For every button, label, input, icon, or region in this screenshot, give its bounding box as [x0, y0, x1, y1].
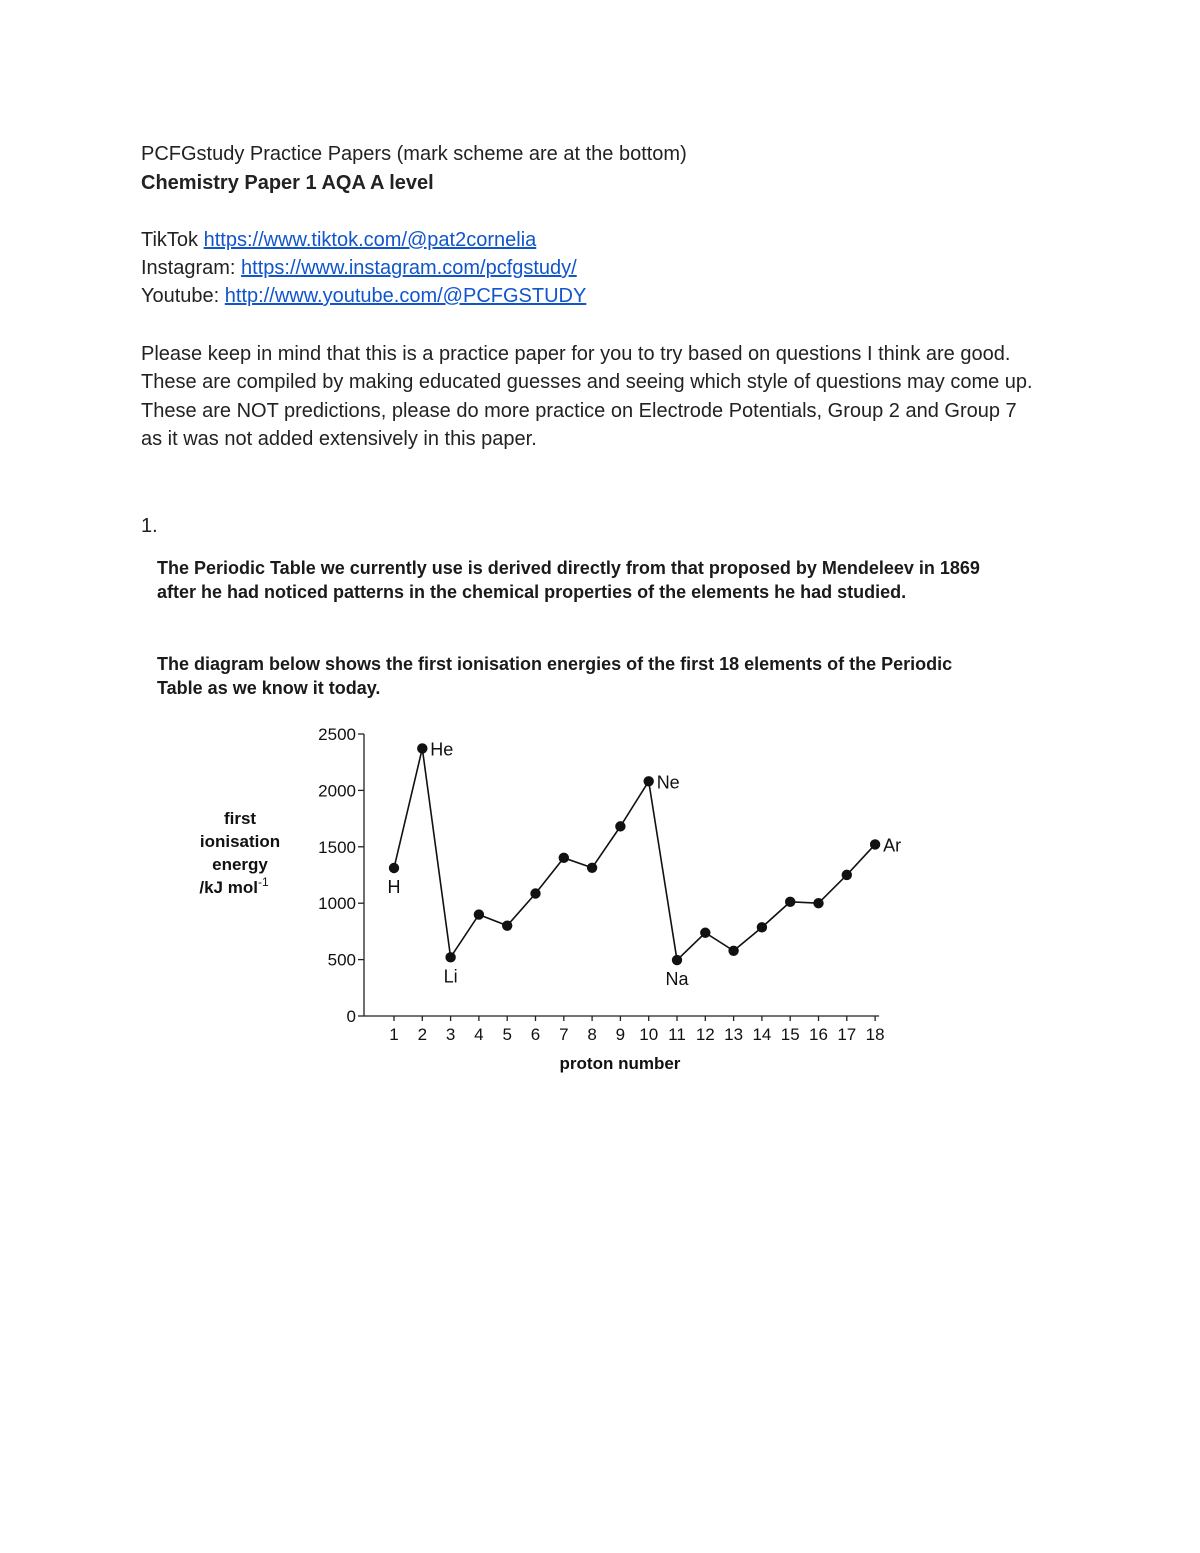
y-axis-label-line: energy	[212, 855, 268, 874]
instagram-label: Instagram:	[141, 257, 236, 279]
youtube-link[interactable]: http://www.youtube.com/@PCFGSTUDY	[224, 285, 587, 307]
document-title: PCFGstudy Practice Papers (mark scheme are at the bottom)	[141, 143, 687, 165]
x-tick-label: 6	[530, 1025, 541, 1044]
x-tick-label: 14	[752, 1025, 772, 1044]
element-label-ar: Ar	[883, 835, 902, 856]
x-tick-label: 12	[695, 1025, 715, 1044]
data-point	[445, 952, 455, 962]
data-point	[644, 776, 654, 786]
notice-paragraph: Please keep in mind that this is a practice paper for you to try based on questions I think are good. These are compiled by making educated guesses and seeing which style of questions may come up. These are NOT predictions, please do more practice on Electrode Potentials, Group 2 and Group 7 as it was not added extensively in this paper.	[141, 343, 1033, 450]
element-label-h: H	[387, 877, 401, 898]
x-tick-label: 2	[417, 1025, 428, 1044]
data-point	[870, 839, 880, 849]
y-axis-label-line: first	[223, 809, 257, 828]
ionisation-energy-chart	[180, 715, 920, 1085]
question-intro-2: The diagram below shows the first ionisation energies of the first 18 elements of the Periodic Table as we know it today.	[157, 654, 953, 698]
data-point	[530, 888, 540, 898]
x-tick-label: 4	[474, 1025, 484, 1044]
y-tick-label: 1000	[318, 894, 356, 914]
data-point	[417, 743, 427, 753]
y-tick-label: 2000	[318, 781, 356, 801]
x-tick-label: 18	[865, 1025, 885, 1044]
y-axis-label-line: ionisation	[199, 832, 281, 851]
element-label-li: Li	[443, 966, 458, 987]
data-point	[587, 863, 597, 873]
y-tick-label: 1500	[318, 837, 356, 857]
data-point	[672, 955, 682, 965]
data-point	[842, 870, 852, 880]
x-tick-label: 17	[837, 1025, 857, 1044]
element-label-he: He	[430, 739, 454, 760]
y-tick-label: 0	[346, 1007, 356, 1026]
instagram-line	[141, 254, 577, 282]
data-point	[728, 946, 738, 956]
data-point	[700, 928, 710, 938]
x-tick-label: 5	[502, 1025, 512, 1044]
data-point	[813, 898, 823, 908]
x-tick-label: 7	[559, 1025, 569, 1044]
x-tick-label: 10	[639, 1025, 659, 1044]
document-subtitle: Chemistry Paper 1 AQA A level	[141, 172, 434, 194]
x-tick-label: 13	[724, 1025, 744, 1044]
data-point	[559, 853, 569, 863]
youtube-line	[141, 282, 586, 310]
series-line	[394, 748, 875, 960]
element-label-ne: Ne	[656, 772, 680, 793]
y-tick-label: 500	[327, 950, 356, 970]
y-tick-label: 2500	[318, 725, 356, 744]
y-axis-label-line: /kJ mol$^{-1}$	[199, 875, 269, 897]
x-tick-label: 1	[389, 1025, 399, 1044]
tiktok-label: TikTok	[141, 229, 199, 251]
data-point	[474, 909, 484, 919]
x-tick-label: 8	[587, 1025, 597, 1044]
data-point	[389, 863, 399, 873]
data-point	[757, 922, 767, 932]
instagram-link[interactable]: https://www.instagram.com/pcfgstudy/	[241, 257, 577, 279]
x-axis-label: proton number	[559, 1054, 681, 1073]
data-point	[615, 821, 625, 831]
x-tick-label: 16	[809, 1025, 828, 1044]
tiktok-link[interactable]: https://www.tiktok.com/@pat2cornelia	[203, 229, 537, 251]
x-tick-label: 15	[780, 1025, 800, 1044]
question-number: 1.	[141, 515, 158, 537]
tiktok-line	[141, 226, 536, 254]
x-tick-label: 9	[615, 1025, 626, 1044]
question-intro-1: The Periodic Table we currently use is derived directly from that proposed by Mendeleev in 1869 after he had noticed patterns in the chemical properties of the elements he had studied.	[157, 558, 980, 602]
element-label-na: Na	[665, 969, 689, 990]
data-point	[502, 920, 512, 930]
youtube-label: Youtube:	[141, 285, 220, 307]
data-point	[785, 897, 795, 907]
x-tick-label: 3	[445, 1025, 456, 1044]
x-tick-label: 11	[668, 1025, 686, 1044]
